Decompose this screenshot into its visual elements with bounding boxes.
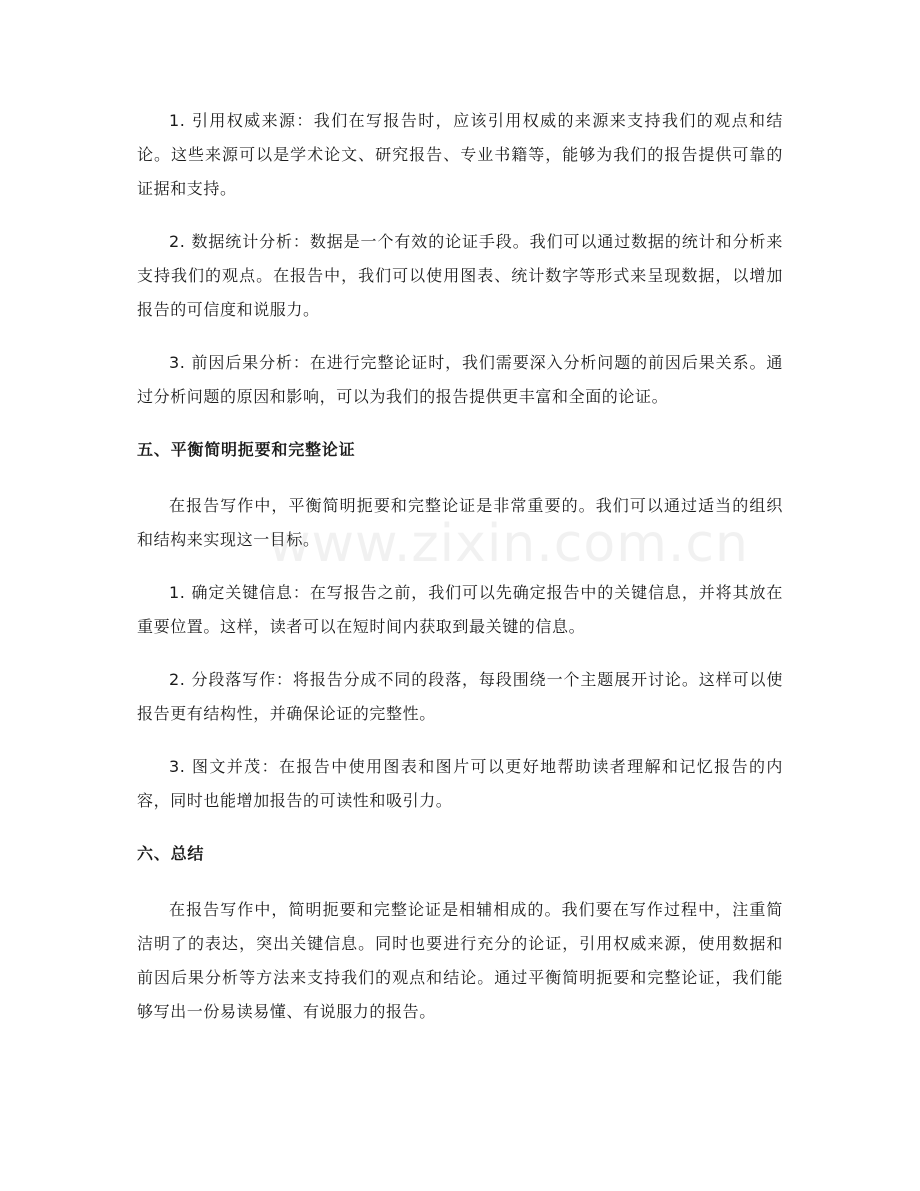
paragraph-illustrations: 3. 图文并茂：在报告中使用图表和图片可以更好地帮助读者理解和记忆报告的内容，同时也能增加报告的可读性和吸引力。 xyxy=(137,757,783,810)
section-heading-balance: 五、平衡简明扼要和完整论证 xyxy=(137,440,356,459)
section-heading-summary: 六、总结 xyxy=(137,844,205,863)
watermark: www.zixin.com.cn xyxy=(268,514,749,574)
paragraph-balance-intro: 在报告写作中，平衡简明扼要和完整论证是非常重要的。我们可以通过适当的组织和结构来实现这一目标。 xyxy=(137,496,783,549)
paragraph-summary: 在报告写作中，简明扼要和完整论证是相辅相成的。我们要在写作过程中，注重简洁明了的表达，突出关键信息。同时也要进行充分的论证，引用权威来源，使用数据和前因后果分析等方法来支持我们的观点和结论。通过平衡简明扼要和完整论证，我们能够写出一份易读易懂、有说服力的报告。 xyxy=(137,900,783,1021)
document-body xyxy=(137,104,783,1048)
paragraph-segmented-writing: 2. 分段落写作：将报告分成不同的段落，每段围绕一个主题展开讨论。这样可以使报告更有结构性，并确保论证的完整性。 xyxy=(137,670,783,723)
paragraph-key-info: 1. 确定关键信息：在写报告之前，我们可以先确定报告中的关键信息，并将其放在重要位置。这样，读者可以在短时间内获取到最关键的信息。 xyxy=(137,583,783,636)
paragraph-authoritative-sources: 1. 引用权威来源：我们在写报告时，应该引用权威的来源来支持我们的观点和结论。这些来源可以是学术论文、研究报告、专业书籍等，能够为我们的报告提供可靠的证据和支持。 xyxy=(137,111,783,198)
paragraph-cause-effect: 3. 前因后果分析：在进行完整论证时，我们需要深入分析问题的前因后果关系。通过分析问题的原因和影响，可以为我们的报告提供更丰富和全面的论证。 xyxy=(137,353,783,406)
paragraph-data-analysis: 2. 数据统计分析：数据是一个有效的论证手段。我们可以通过数据的统计和分析来支持我们的观点。在报告中，我们可以使用图表、统计数字等形式来呈现数据，以增加报告的可信度和说服力。 xyxy=(137,232,783,319)
